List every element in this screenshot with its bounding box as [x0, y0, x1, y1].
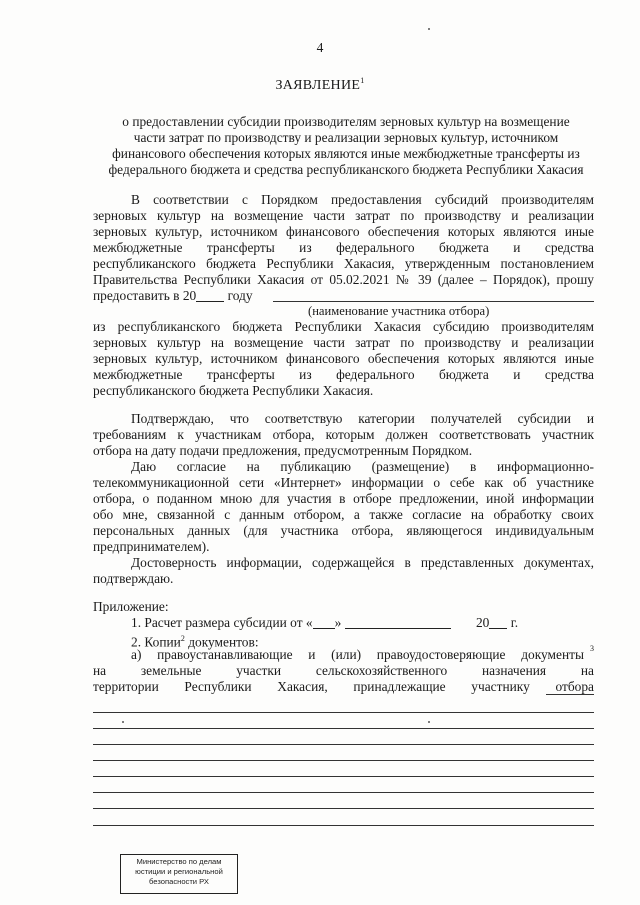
- fill-line: [93, 825, 594, 826]
- fill-line: [93, 744, 594, 745]
- registration-stamp: [120, 854, 238, 894]
- fill-line: [93, 760, 594, 761]
- paragraph-line: зерновых культур, источником финансового обеспечения которых являются иные: [93, 224, 594, 239]
- appendix-item-1: [131, 615, 518, 631]
- title-footnote-mark: 1: [360, 76, 365, 85]
- paragraph-line: Даю согласие на публикацию (размещение) в информационно-: [131, 459, 594, 474]
- stamp-line: Министерство по делам: [136, 857, 222, 866]
- paragraph-line: Достоверность информации, содержащейся в представленных документах,: [131, 555, 594, 570]
- item1-quote-close: »: [334, 615, 345, 630]
- scan-speck: [122, 721, 124, 723]
- paragraph-line: на земельные участки сельскохозяйственного назначения на: [93, 663, 594, 678]
- item1-year-suffix: г.: [507, 615, 519, 630]
- stamp-line: безопасности РХ: [149, 877, 209, 886]
- fill-line: [93, 808, 594, 809]
- paragraph-line: республиканского бюджета Республики Хакасия, утвержденным постановлением: [93, 256, 594, 271]
- item2-prefix: 2. Копии: [131, 634, 181, 650]
- paragraph-line: отбора, о поданном мною для участия в отборе предложении, иной информации: [93, 491, 594, 506]
- paragraph-line: из республиканского бюджета Республики Хакасия субсидию производителям: [93, 319, 594, 334]
- fill-line: [93, 792, 594, 793]
- item2a-text: а) правоустанавливающие и (или) правоудостоверяющие документы: [131, 647, 584, 662]
- year-prefix: предоставить в 20: [93, 288, 197, 303]
- paragraph-line: отбора на дату подачи предложения, предусмотренным Порядком.: [93, 443, 473, 458]
- month-blank: [345, 616, 451, 629]
- fill-line: [93, 728, 594, 729]
- page-number: 4: [316, 40, 324, 55]
- fill-line: [546, 694, 594, 695]
- title-text: ЗАЯВЛЕНИЕ: [275, 78, 361, 93]
- item1-year: 20: [472, 615, 490, 630]
- paragraph-line: зерновых культур, источником финансового обеспечения которых являются иные: [93, 351, 594, 366]
- item2-footnote-mark: 2: [180, 634, 185, 643]
- year-blank: [196, 289, 224, 302]
- paragraph-line: обо мне, связанной с данным отбором, а также согласие на обработку своих: [93, 507, 594, 522]
- fill-line: [93, 776, 594, 777]
- paragraph-line: зерновых культур на возмещение части затрат по производству и реализации: [93, 208, 594, 223]
- participant-caption: (наименование участника отбора): [308, 304, 490, 318]
- participant-name-field: [273, 301, 594, 302]
- paragraph-line: межбюджетные трансферты из федерального бюджета и средства: [93, 367, 594, 382]
- item1-prefix: 1. Расчет размера субсидии от «: [131, 615, 313, 630]
- paragraph-line: Подтверждаю, что соответствую категории получателей субсидии и: [131, 411, 594, 426]
- paragraph-line: персональных данных (для участника отбора, являющегося индивидуальным: [93, 523, 594, 538]
- document-title: [0, 76, 640, 94]
- year-suffix: году: [224, 288, 253, 303]
- appendix-heading: Приложение:: [93, 599, 169, 614]
- year-suffix-blank: [489, 616, 507, 629]
- scan-speck: [428, 28, 430, 30]
- paragraph-line: телекоммуникационной сети «Интернет» информации о себе как об участнике: [93, 475, 594, 490]
- subtitle-line: федерального бюджета и средства республиканского бюджета Республики Хакасия: [108, 162, 584, 177]
- paragraph-line: Правительства Республики Хакасия от 05.02.2021 № 39 (далее – Порядок), прошу: [93, 272, 594, 287]
- paragraph-line: зерновых культур на возмещение части затрат по производству и реализации: [93, 335, 594, 350]
- scan-speck: [428, 721, 430, 723]
- paragraph-line: В соответствии с Порядком предоставления субсидий производителям: [131, 192, 594, 207]
- subtitle-line: части затрат по производству и реализации зерновых культур, источником: [133, 130, 559, 145]
- appendix-item-2a: [131, 644, 594, 663]
- paragraph-line: подтверждаю.: [93, 571, 174, 586]
- fill-line: [93, 712, 594, 713]
- year-line: [93, 288, 253, 304]
- paragraph-line: межбюджетные трансферты из федерального бюджета и средства: [93, 240, 594, 255]
- subtitle-line: финансового обеспечения которых являются иные межбюджетные трансферты из: [112, 146, 580, 161]
- subtitle-line: о предоставлении субсидии производителям зерновых культур на возмещение: [122, 114, 570, 129]
- paragraph-line: предпринимателем).: [93, 539, 210, 554]
- stamp-line: юстиции и региональной: [135, 867, 223, 876]
- item2-suffix: документов:: [184, 634, 259, 650]
- item2a-footnote-mark: 3: [590, 644, 594, 653]
- day-blank: [313, 616, 335, 629]
- paragraph-line: территории Республики Хакасия, принадлежащие участнику отбора: [93, 679, 594, 694]
- paragraph-line: республиканского бюджета Республики Хакасия.: [93, 383, 374, 398]
- paragraph-line: требованиям к участникам отбора, которым должен соответствовать участник: [93, 427, 594, 442]
